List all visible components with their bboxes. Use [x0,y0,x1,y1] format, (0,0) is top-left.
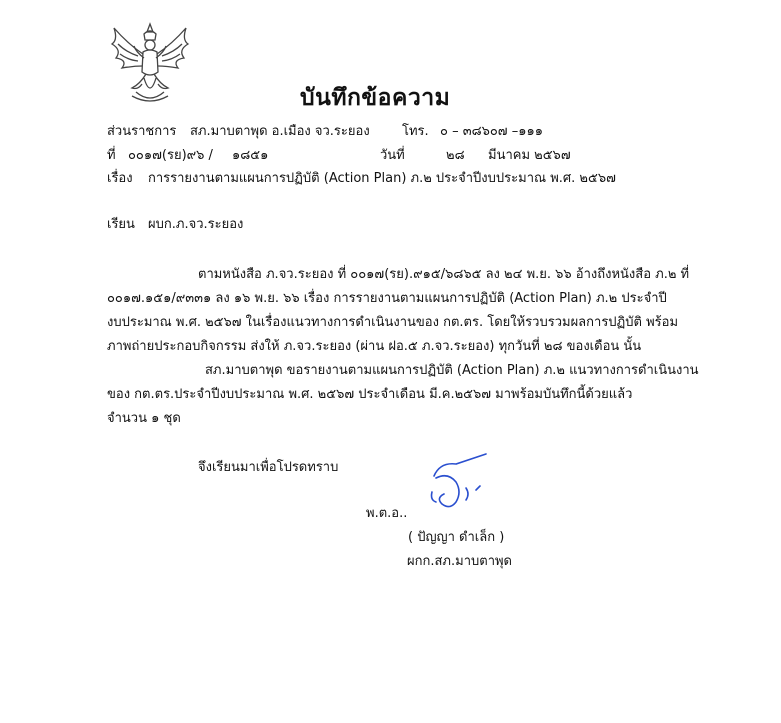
signer-position: ผกก.สภ.มาบตาพุด [407,554,513,569]
page-title: บันทึกข้อความ [300,85,451,111]
ref-value: ๐๐๑๗(รย)๙๖ / [128,148,213,163]
signer-name: ( ปัญญา ดำเล็ก ) [408,530,505,545]
body-line: สภ.มาบตาพุด ขอรายงานตามแผนการปฏิบัติ (Action Plan) ภ.๒ แนวทางการดำเนินงาน [205,363,699,378]
agency-label: ส่วนราชการ [107,124,177,139]
subject-label: เรื่อง [107,171,133,186]
body-line: ภาพถ่ายประกอบกิจกรรม ส่งให้ ภ.จว.ระยอง (ผ่าน ฝอ.๕ ภ.จว.ระยอง) ทุกวันที่ ๒๘ ของเดือน นั้น [107,339,642,354]
date-label: วันที่ [380,148,405,163]
ref-number: ๑๘๕๑ [232,148,269,163]
body-line: ตามหนังสือ ภ.จว.ระยอง ที่ ๐๐๑๗(รย).๙๑๕/๖๘๖๕ ลง ๒๔ พ.ย. ๖๖ อ้างถึงหนังสือ ภ.๒ ที่ [198,267,690,282]
phone-label: โทร. [402,124,429,139]
body-line: ๐๐๑๗.๑๕๑/๙๓๓๑ ลง ๑๖ พ.ย. ๖๖ เรื่อง การรายงานตามแผนการปฏิบัติ (Action Plan) ภ.๒ ประจำปี [107,291,667,306]
agency-value: สภ.มาบตาพุด อ.เมือง จว.ระยอง [190,124,370,139]
body-line: จำนวน ๑ ชุด [107,411,181,426]
signature-prefix: พ.ต.อ.. [366,506,408,521]
ref-label: ที่ [107,148,116,163]
body-line: ของ กต.ตร.ประจำปีงบประมาณ พ.ศ. ๒๕๖๗ ประจำเดือน มี.ค.๒๕๖๗ มาพร้อมบันทึกนี้ด้วยแล้ว [107,387,633,402]
date-day: ๒๘ [446,148,465,163]
date-month-year: มีนาคม ๒๕๖๗ [488,148,571,163]
subject-value: การรายงานตามแผนการปฏิบัติ (Action Plan) ภ.๒ ประจำปีงบประมาณ พ.ศ. ๒๕๖๗ [148,171,616,186]
salutation-label: เรียน [107,217,135,232]
salutation-value: ผบก.ภ.จว.ระยอง [148,217,244,232]
garuda-emblem-icon [108,22,192,104]
handwritten-signature [426,452,488,512]
closing-text: จึงเรียนมาเพื่อโปรดทราบ [198,460,339,475]
phone-value: ๐ – ๓๘๖๐๗ –๑๑๑ [440,124,543,139]
body-line: งบประมาณ พ.ศ. ๒๕๖๗ ในเรื่องแนวทางการดำเนินงานของ กต.ตร. โดยให้รวบรวมผลการปฏิบัติ พร้อม [107,315,679,330]
